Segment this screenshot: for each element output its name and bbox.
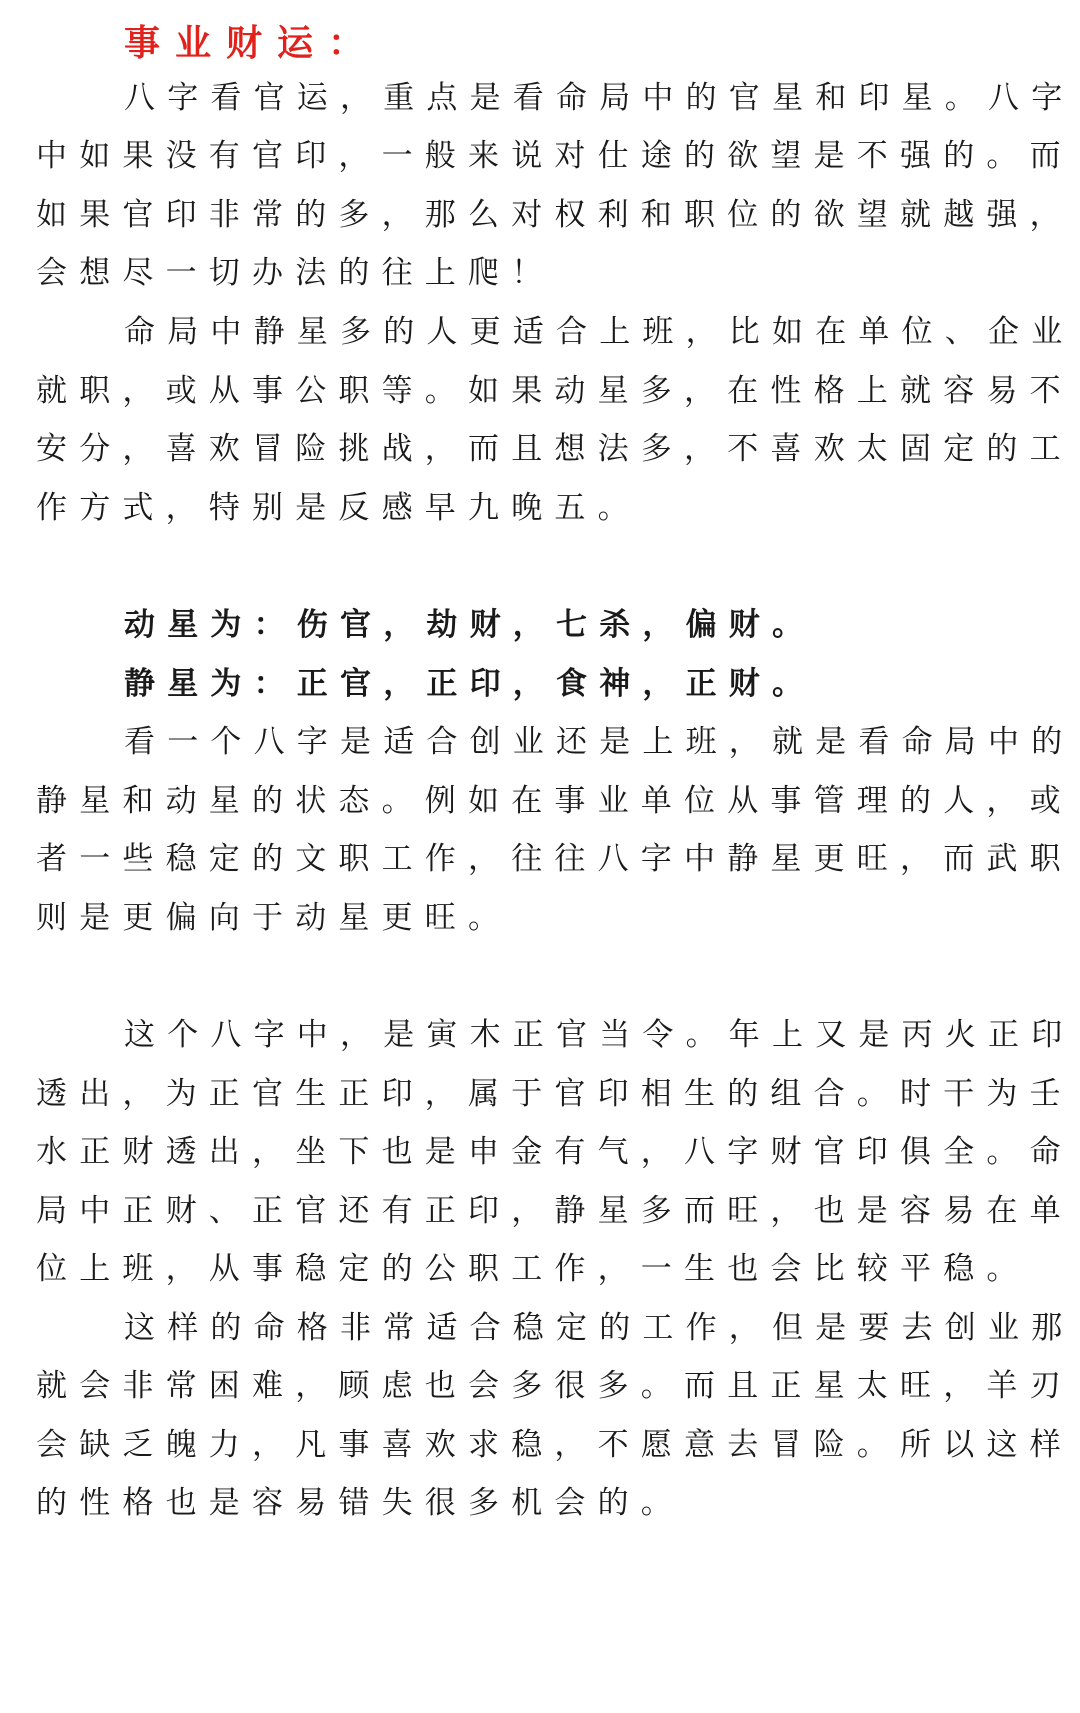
section-title: 事业财运： — [124, 23, 380, 64]
paragraph-line: 八字看官运，重点是看命局中的官星和印星。八字 — [124, 80, 1075, 116]
paragraph-line: 会缺乏魄力，凡事喜欢求稳，不愿意去冒险。所以这样 — [36, 1427, 1073, 1463]
paragraph-line: 位上班，从事稳定的公职工作，一生也会比较平稳。 — [36, 1251, 1030, 1287]
paragraph-line: 水正财透出，坐下也是申金有气，八字财官印俱全。命 — [36, 1134, 1073, 1170]
paragraph-line: 静星和动星的状态。例如在事业单位从事管理的人，或 — [36, 783, 1073, 819]
paragraph-line: 中如果没有官印，一般来说对仕途的欲望是不强的。而 — [36, 138, 1073, 174]
paragraph-line: 这样的命格非常适合稳定的工作，但是要去创业那 — [124, 1310, 1075, 1346]
paragraph-line: 局中正财、正官还有正印，静星多而旺，也是容易在单 — [36, 1193, 1073, 1229]
paragraph-line: 这个八字中，是寅木正官当令。年上又是丙火正印 — [124, 1017, 1075, 1053]
paragraph-line: 的性格也是容易错失很多机会的。 — [36, 1485, 684, 1521]
dong-star-definition: 动星为：伤官，劫财，七杀，偏财。 — [124, 607, 816, 643]
paragraph-line: 如果官印非常的多，那么对权利和职位的欲望就越强， — [36, 197, 1073, 233]
paragraph-line: 者一些稳定的文职工作，往往八字中静星更旺，而武职 — [36, 841, 1073, 877]
paragraph-line: 就职，或从事公职等。如果动星多，在性格上就容易不 — [36, 373, 1073, 409]
paragraph-line: 命局中静星多的人更适合上班，比如在单位、企业 — [124, 314, 1075, 350]
paragraph-line: 就会非常困难，顾虑也会多很多。而且正星太旺，羊刃 — [36, 1368, 1073, 1404]
paragraph-line: 则是更偏向于动星更旺。 — [36, 900, 512, 936]
paragraph-line: 作方式，特别是反感早九晚五。 — [36, 490, 641, 526]
paragraph-line: 会想尽一切办法的往上爬！ — [36, 255, 555, 291]
paragraph-line: 安分，喜欢冒险挑战，而且想法多，不喜欢太固定的工 — [36, 431, 1073, 467]
jing-star-definition: 静星为：正官，正印，食神，正财。 — [124, 666, 816, 702]
paragraph-line: 看一个八字是适合创业还是上班，就是看命局中的 — [124, 724, 1075, 760]
paragraph-line: 透出，为正官生正印，属于官印相生的组合。时干为壬 — [36, 1076, 1073, 1112]
